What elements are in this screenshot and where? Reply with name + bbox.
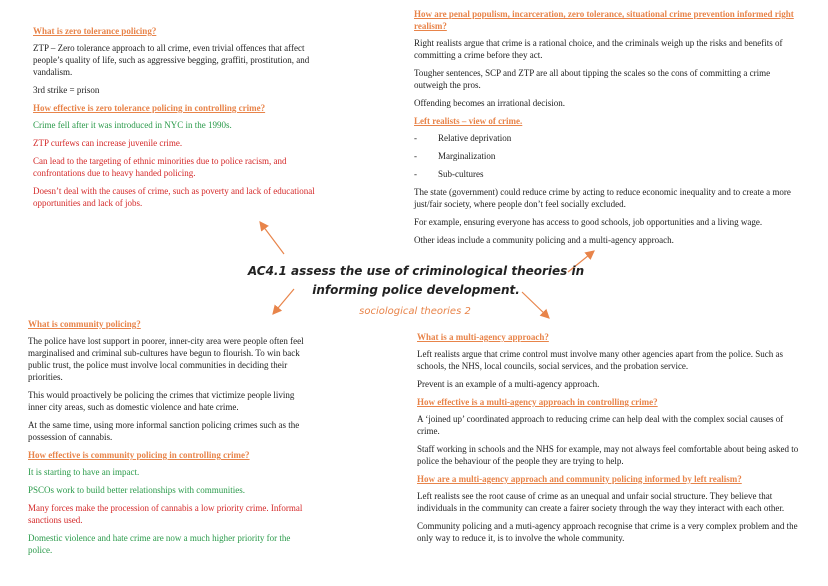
community-paragraph: At the same time, using more informal sanction policing crimes such as the possession of cannabis.	[28, 420, 300, 442]
community-policing-section	[28, 318, 312, 562]
right-realism-paragraph: Offending becomes an irrational decision.	[414, 98, 566, 108]
left-realism-paragraph: Other ideas include a community policing and a multi-agency approach.	[414, 235, 674, 245]
page-title-line2: informing police development.	[312, 283, 520, 297]
multi-agency-effect-paragraph: A ‘joined up’ coordinated approach to reducing crime can help deal with the complex social causes of crime.	[417, 414, 784, 436]
left-realism-paragraph: The state (government) could reduce crime by acting to reduce economic inequality and to create a more just/fair society, where people don’t feel socially excluded.	[414, 187, 791, 209]
zero-tolerance-point: Can lead to the targeting of ethnic minorities due to police racism, and confrontations due to heavy handed policing.	[33, 156, 287, 178]
right-realism-heading: How are penal populism, incarceration, zero tolerance, situational crime prevention informed right realism?	[414, 9, 794, 31]
community-point: PSCOs work to build better relationships with communities.	[28, 485, 245, 495]
community-paragraph: The police have lost support in poorer, inner-city area were people often feel marginalised and criminal sub-cultures have begun to flourish. To win back public trust, the police must involve local communities in deciding their priorities.	[28, 336, 304, 382]
zero-tolerance-heading: What is zero tolerance policing?	[33, 26, 157, 36]
community-point: Domestic violence and hate crime are now a much higher priority for the police.	[28, 533, 291, 555]
realism-section	[414, 8, 804, 252]
zero-tolerance-effect-heading: How effective is zero tolerance policing in controlling crime?	[33, 103, 266, 113]
page-title	[236, 262, 596, 300]
right-realism-paragraph: Right realists argue that crime is a rational choice, and the criminals weigh up the risks and benefits of committing a crime before they act.	[414, 38, 783, 60]
zero-tolerance-strike: 3rd strike = prison	[33, 85, 100, 95]
multi-agency-informed-paragraph: Left realists see the root cause of crime as an unequal and unfair social structure. They believe that individuals in the community can create a fairer society through the way they interact with each other.	[417, 491, 785, 513]
multi-agency-effect-paragraph: Staff working in schools and the NHS for example, may not always feel comfortable about being asked to police the behaviour of the people they are trying to help.	[417, 444, 799, 466]
zero-tolerance-point: Crime fell after it was introduced in NYC in the 1990s.	[33, 120, 232, 130]
zero-tolerance-point: ZTP curfews can increase juvenile crime.	[33, 138, 183, 148]
page-subtitle: sociological theories 2	[359, 306, 471, 317]
left-realism-paragraph: For example, ensuring everyone has access to good schools, job opportunities and a living wage.	[414, 217, 763, 227]
zero-tolerance-definition: ZTP – Zero tolerance approach to all crime, even trivial offences that affect people’s quality of life, such as aggressive begging, graffiti, prostitution, and vandalism.	[33, 43, 310, 77]
multi-agency-informed-heading: How are a multi-agency approach and community policing informed by left realism?	[417, 474, 742, 484]
community-effect-heading: How effective is community policing in controlling crime?	[28, 450, 250, 460]
community-paragraph: This would proactively be policing the crimes that victimize people living inner city areas, such as domestic violence and hate crime.	[28, 390, 295, 412]
left-realism-bullet: - Marginalization	[414, 151, 496, 161]
page-title-line1: AC4.1 assess the use of criminological theories in	[247, 264, 585, 278]
zero-tolerance-point: Doesn’t deal with the causes of crime, such as poverty and lack of educational opportunities and lack of jobs.	[33, 186, 315, 208]
community-point: Many forces make the procession of cannabis a low priority crime. Informal sanctions used.	[28, 503, 303, 525]
multi-agency-effect-heading: How effective is a multi-agency approach in controlling crime?	[417, 397, 658, 407]
arrow-to-zero-tolerance	[260, 222, 284, 254]
multi-agency-heading: What is a multi-agency approach?	[417, 332, 549, 342]
left-realism-heading: Left realists – view of crime.	[414, 116, 523, 126]
community-heading: What is community policing?	[28, 319, 141, 329]
zero-tolerance-section	[33, 25, 333, 215]
left-realism-bullet: - Sub-cultures	[414, 169, 484, 179]
multi-agency-paragraph: Prevent is an example of a multi-agency approach.	[417, 379, 600, 389]
left-realism-bullet: - Relative deprivation	[414, 133, 512, 143]
multi-agency-paragraph: Left realists argue that crime control must involve many other agencies apart from the police. Such as schools, the NHS, local councils, social services, and the probation service.	[417, 349, 783, 371]
community-point: It is starting to have an impact.	[28, 467, 140, 477]
multi-agency-informed-paragraph: Community policing and a muti-agency approach recognise that crime is a very complex problem and the only way to reduce it, is to involve the whole community.	[417, 521, 798, 543]
multi-agency-section	[417, 331, 807, 550]
right-realism-paragraph: Tougher sentences, SCP and ZTP are all about tipping the scales so the cons of committing a crime outweigh the pros.	[414, 68, 771, 90]
